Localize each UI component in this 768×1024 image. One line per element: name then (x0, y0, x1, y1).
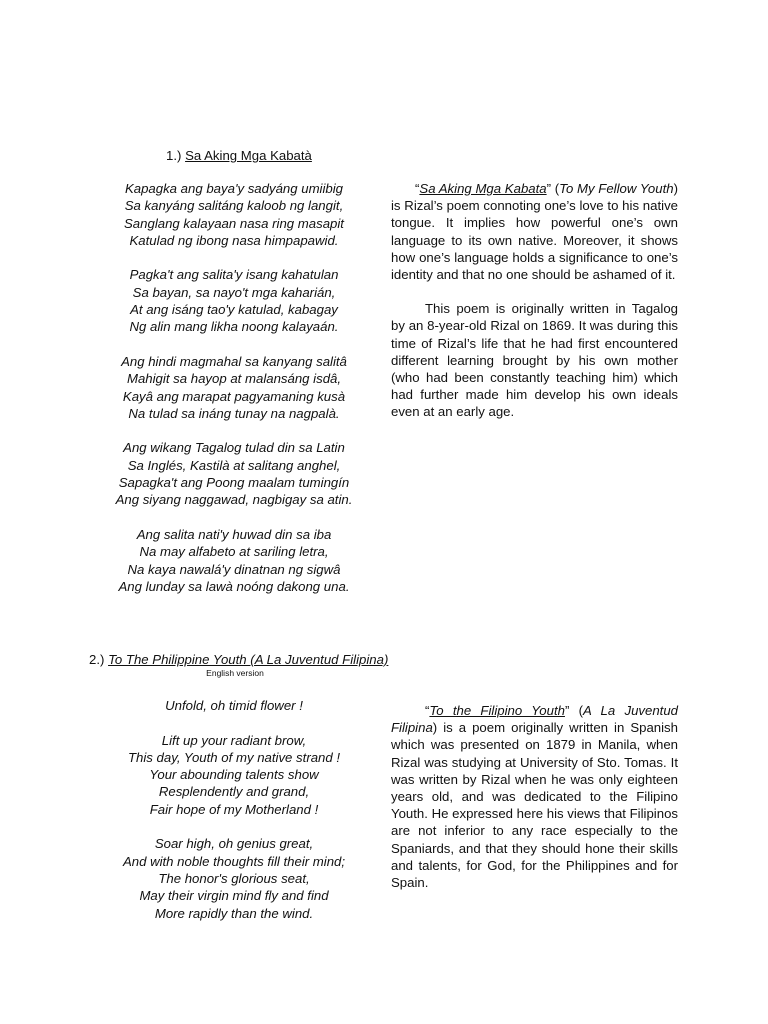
section2-desc-title: To the Filipino Youth (429, 703, 565, 718)
poem-stanza (84, 835, 384, 921)
section2-subtitle: English version (206, 668, 264, 678)
open-quote: “ (415, 181, 420, 196)
poem-line: Fair hope of my Motherland ! (149, 801, 319, 817)
poem-line: Kapagka ang baya'y sadyáng umiibig (124, 181, 344, 196)
poem-line: Ang lunday sa lawà noóng dakong una. (118, 578, 350, 594)
section2-desc-para1 (391, 702, 678, 891)
section1-desc-translation: To My Fellow Youth (559, 181, 674, 196)
poem-stanza (84, 439, 384, 508)
poem-line: Lift up your radiant brow, (161, 732, 307, 748)
poem-line: Sanglang kalayaan nasa ring masapit (124, 215, 344, 231)
poem-line: Na may alfabeto at sariling letra, (139, 544, 329, 560)
section2-poem (84, 697, 384, 939)
section1-desc-rest: ) is Rizal’s poem connoting one’s love to his native tongue. It implies how powerful one’s own language to its own native. Moreover, it shows how one’s language holds a significance to one’s identity and that no one should be ashamed of it. (391, 181, 678, 283)
poem-line: Na kaya nawalá'y dinatnan ng sigwâ (127, 561, 341, 577)
poem-line: This day, Youth of my native strand ! (127, 749, 341, 765)
poem-line: Unfold, oh timid flower ! (165, 698, 303, 713)
poem-line: Katulad ng ibong nasa himpapawid. (129, 232, 339, 248)
poem-stanza (84, 266, 384, 335)
poem-line: Mahigit sa hayop at malansáng isdâ, (126, 371, 342, 387)
poem-line: Ang hindi magmahal sa kanyang salitâ (121, 353, 347, 369)
section2-title: To The Philippine Youth (A La Juventud Filipina) (108, 652, 389, 667)
poem-stanza (84, 697, 384, 714)
section1-title: Sa Aking Mga Kabatà (185, 148, 312, 163)
section1-desc-para2: This poem is originally written in Tagalog by an 8-year-old Rizal on 1869. It was during this time of Rizal’s life that he had first encountered different learning brought by his own mother (who had been constantly teaching him) which had further made him develop his own ideals even at an early age. (391, 301, 678, 420)
section2-number: 2.) (89, 652, 105, 667)
poem-line: Ang wikang Tagalog tulad din sa Latin (123, 440, 345, 456)
section1-number: 1.) (166, 148, 182, 163)
poem-line: And with noble thoughts fill their mind; (122, 853, 346, 869)
poem-stanza (84, 180, 384, 249)
mid-punct: ” ( (546, 181, 560, 196)
poem-line: Soar high, oh genius great, (154, 836, 314, 852)
section2-heading (89, 651, 388, 668)
poem-line: Ang siyang naggawad, nagbigay sa atin. (115, 492, 353, 508)
poem-stanza (84, 353, 384, 422)
section1-heading (166, 147, 312, 164)
open-quote: “ (425, 703, 430, 718)
poem-line: Resplendently and grand, (158, 784, 310, 800)
section2-desc-rest: ) is a poem originally written in Spanish which was presented on 1879 in Manila, when Rizal was studying at University of Sto. Tomas. It was written by Rizal when he was only eighteen years old, and was dedicated to the Filipino Youth. He expressed here his views that Filipinos are not inferior to any race especially to the Spaniards, and that they should hone their skills and talents, for God, for the Philippines and for Spain. (391, 720, 678, 891)
poem-line: Sapagka't ang Poong maalam tumingín (118, 475, 350, 491)
section1-desc-title: Sa Aking Mga Kabata (419, 181, 547, 196)
poem-line: Your abounding talents show (149, 767, 319, 783)
section1-poem (84, 180, 384, 612)
poem-line: Sa bayan, sa nayo't mga kaharián, (132, 284, 336, 300)
poem-line: Ang salita nati'y huwad din sa iba (136, 526, 332, 542)
section1-desc-para1 (391, 180, 678, 283)
poem-line: Sa kanyáng salitáng kaloob ng langit, (124, 198, 344, 214)
poem-stanza (84, 732, 384, 818)
poem-line: At ang isáng tao'y katulad, kabagay (130, 302, 338, 318)
poem-line: May their virgin mind fly and find (139, 888, 329, 904)
poem-line: More rapidly than the wind. (154, 905, 314, 921)
poem-stanza (84, 526, 384, 595)
poem-line: The honor's glorious seat, (158, 870, 310, 886)
poem-line: Sa Inglés, Kastilà at salitang anghel, (127, 457, 341, 473)
section2-description (391, 702, 678, 891)
mid-punct: ” ( (564, 703, 583, 718)
poem-line: Pagka't ang salita'y isang kahatulan (129, 267, 339, 283)
section1-description (391, 180, 678, 421)
poem-line: Kayâ ang marapat pagyamaning kusà (122, 388, 346, 404)
poem-line: Na tulad sa ináng tunay na nagpalà. (128, 405, 340, 421)
section2-desc-translation: A La Juventud Filipina (391, 703, 679, 736)
poem-line: Ng alin mang likha noong kalayaán. (129, 319, 339, 335)
